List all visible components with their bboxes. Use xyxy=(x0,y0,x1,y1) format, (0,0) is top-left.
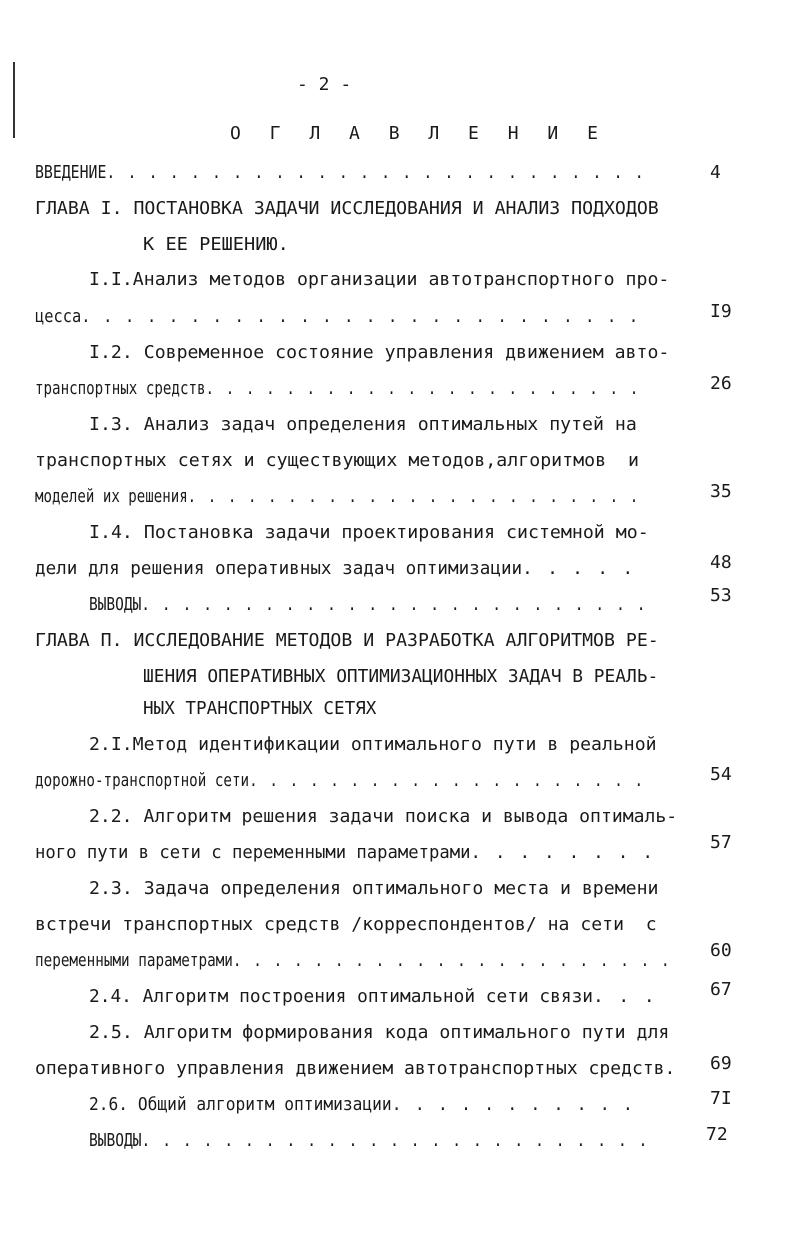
toc-page-number: 67 xyxy=(710,979,732,1000)
toc-line xyxy=(89,1093,635,1117)
toc-line-text: 2.6. Общий алгоритм оптимизации xyxy=(89,1094,392,1115)
toc-leader-dots: . . . . . . . . . . . . . . . . . . . . . . . . . xyxy=(141,594,648,615)
toc-line-text: ВВЕДЕНИЕ xyxy=(35,162,107,183)
toc-page-number: 60 xyxy=(710,940,732,961)
toc-line xyxy=(89,805,677,829)
toc-line xyxy=(143,697,376,721)
toc-line-text: транспортных средств xyxy=(35,378,206,399)
toc-line xyxy=(35,557,635,581)
toc-line-text: 2.3. Задача определения оптимального места и времени xyxy=(89,878,659,899)
toc-line-text: встречи транспортных средств /корреспондентов/ на сети с xyxy=(35,914,657,935)
toc-line xyxy=(35,197,659,221)
toc-page-number: 26 xyxy=(710,373,732,394)
toc-line xyxy=(89,521,649,545)
toc-line-text: транспортных сетях и существующих методов,алгоритмов и xyxy=(35,450,640,471)
toc-leader-dots: . . . . . . . . . . . . . . . . . . . . . . . . . . xyxy=(81,306,640,327)
toc-line-text: ВЫВОДЫ xyxy=(89,1130,142,1151)
toc-page-number: 53 xyxy=(710,585,732,606)
toc-line-text: 2.I.Метод идентификации оптимального пути в реальной xyxy=(89,734,657,755)
toc-line-text: ГЛАВА I. ПОСТАНОВКА ЗАДАЧИ ИССЛЕДОВАНИЯ И АНАЛИЗ ПОДХОДОВ xyxy=(35,198,659,219)
toc-page-number: I9 xyxy=(710,301,732,322)
toc-leader-dots: . . . . . . . . . . . . . . . . . . . . xyxy=(249,770,645,791)
toc-line xyxy=(35,629,659,653)
toc-line-text: К ЕЕ РЕШЕНИЮ. xyxy=(143,234,289,255)
toc-line-text: дели для решения оперативных задач оптимизации xyxy=(35,558,523,579)
toc-leader-dots: . . . . . . . . . . . . . . . . . . . . . . . xyxy=(187,486,640,507)
toc-page-number: 7I xyxy=(710,1088,732,1109)
toc-page-number: 69 xyxy=(710,1053,732,1074)
toc-line xyxy=(89,1129,649,1153)
toc-line-text: моделей их решения xyxy=(35,486,188,507)
toc-leader-dots: . . . . . . . . xyxy=(470,842,655,863)
toc-line xyxy=(35,769,645,793)
toc-leader-dots: . . . xyxy=(593,986,657,1007)
toc-line xyxy=(35,485,640,509)
toc-line xyxy=(143,665,658,689)
toc-line-text: дорожно-транспортной сети xyxy=(35,770,250,791)
toc-line xyxy=(35,161,645,185)
toc-line xyxy=(35,949,671,973)
toc-line xyxy=(35,449,639,473)
toc-line-text: переменными параметрами xyxy=(35,950,233,971)
toc-leader-dots: . . . . . xyxy=(522,558,636,579)
toc-leader-dots: . . . . . . . . . . . . . . . . . . . . . . xyxy=(232,950,672,971)
toc-leader-dots: . . . . . . . . . . . xyxy=(391,1094,635,1115)
toc-leader-dots: . . . . . . . . . . . . . . . . . . . . . . . . . . xyxy=(106,162,646,183)
toc-page-number: 48 xyxy=(710,552,732,573)
toc-line-text: оперативного управления движением автотранспортных средств. xyxy=(35,1058,676,1079)
toc-page-number: 54 xyxy=(710,764,732,785)
toc-line-text: I.3. Анализ задач определения оптимальных путей на xyxy=(89,414,637,435)
toc-line xyxy=(89,985,657,1009)
toc-leader-dots: . . . . . . . . . . . . . . . . . . . . . . . . . xyxy=(141,1130,650,1151)
toc-line-text: I.4. Постановка задачи проектирования системной мо- xyxy=(89,522,649,543)
toc-line xyxy=(89,877,659,901)
toc-line-text: 2.5. Алгоритм формирования кода оптимального пути для xyxy=(89,1022,670,1043)
toc-line xyxy=(143,233,289,257)
toc-line xyxy=(35,377,640,401)
toc-line-text: ГЛАВА П. ИССЛЕДОВАНИЕ МЕТОДОВ И РАЗРАБОТКА АЛГОРИТМОВ РЕ- xyxy=(35,630,659,651)
toc-line-text: 2.2. Алгоритм решения задачи поиска и вывода оптималь- xyxy=(89,806,678,827)
toc-line xyxy=(35,305,640,329)
toc-page-number: 35 xyxy=(710,481,732,502)
toc-page-number: 4 xyxy=(710,162,721,183)
toc-line xyxy=(89,1021,669,1045)
toc-line xyxy=(35,1057,675,1081)
toc-page-number: 72 xyxy=(706,1124,728,1145)
toc-line xyxy=(89,593,647,617)
toc-line xyxy=(89,733,657,757)
toc-line-text: ВЫВОДЫ xyxy=(89,594,142,615)
toc-page-number: 57 xyxy=(710,832,732,853)
toc-line-text: ШЕНИЯ ОПЕРАТИВНЫХ ОПТИМИЗАЦИОННЫХ ЗАДАЧ В РЕАЛЬ- xyxy=(143,666,659,687)
toc-line-text: НЫХ ТРАНСПОРТНЫХ СЕТЯХ xyxy=(143,698,377,719)
toc-line-text: цесса xyxy=(35,306,82,327)
toc-line-text: ного пути в сети с переменными параметрами xyxy=(35,842,471,863)
margin-rule xyxy=(13,62,15,138)
toc-line-text: I.2. Современное состояние управления движением авто- xyxy=(89,342,670,363)
toc-line xyxy=(35,913,657,937)
toc-line-text: 2.4. Алгоритм построения оптимальной сети связи xyxy=(89,986,594,1007)
toc-line-text: I.I.Анализ методов организации автотранспортного про- xyxy=(89,269,670,290)
page-number: - 2 - xyxy=(297,74,352,95)
toc-title: О Г Л А В Л Е Н И Е xyxy=(230,123,607,144)
toc-leader-dots: . . . . . . . . . . . . . . . . . . . . . . xyxy=(205,378,640,399)
toc-line xyxy=(89,268,669,292)
toc-line xyxy=(89,341,669,365)
toc-line xyxy=(35,841,655,865)
toc-line xyxy=(89,413,637,437)
